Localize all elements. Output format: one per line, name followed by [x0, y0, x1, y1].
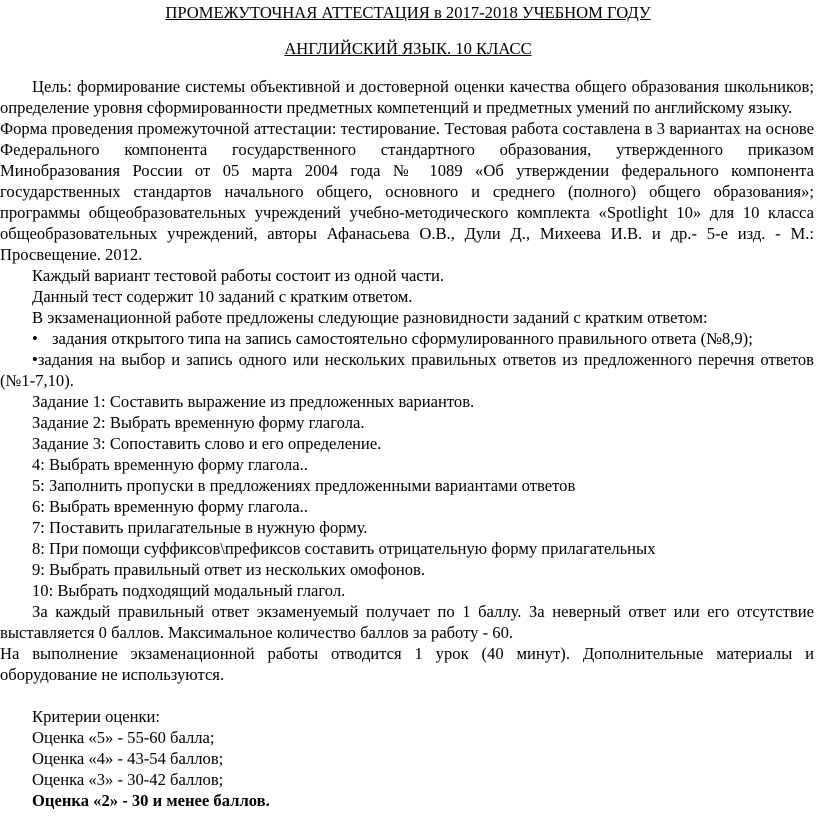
exam-types-line: В экзаменационной работе предложены следующие разновидности заданий с кратким ответом: [32, 308, 708, 327]
task-line: Задание 2: Выбрать временную форму глагола. [32, 413, 365, 432]
bullet-item [0, 349, 814, 391]
bullet-icon: • [32, 329, 38, 348]
document-title: ПРОМЕЖУТОЧНАЯ АТТЕСТАЦИЯ в 2017-2018 УЧЕБНОМ ГОДУ [165, 3, 651, 22]
document-subtitle: АНГЛИЙСКИЙ ЯЗЫК. 10 КЛАСС [284, 39, 532, 58]
goal-paragraph: Цель: формирование системы объективной и достоверной оценки качества общего образования школьников; определение уровня сформированности предметных компетенций и предметных умений по английскому языку. [0, 77, 814, 117]
task-line: 7: Поставить прилагательные в нужную форму. [32, 518, 368, 537]
task-line: 8: При помощи суффиксов\префиксов составить отрицательную форму прилагательных [32, 539, 656, 558]
time-paragraph: На выполнение экзаменационной работы отводится 1 урок (40 минут). Дополнительные материалы и оборудование не используются. [0, 644, 814, 684]
task-line: 9: Выбрать правильный ответ из нескольких омофонов. [32, 560, 426, 579]
scoring-paragraph: За каждый правильный ответ экзаменуемый получает по 1 баллу. За неверный ответ или его отсутствие выставляется 0 баллов. Максимальное количество баллов за работу - 60. [0, 602, 814, 642]
task-line: Задание 3: Сопоставить слово и его определение. [32, 434, 382, 453]
one-part-line: Каждый вариант тестовой работы состоит из одной части. [32, 266, 445, 285]
criteria-title: Критерии оценки: [32, 707, 161, 726]
spacer [0, 685, 814, 706]
bullet-icon: • [32, 350, 38, 369]
task-line: 5: Заполнить пропуски в предложениях предложенными вариантами ответов [32, 476, 576, 495]
bullet-text: задания открытого типа на запись самостоятельно сформулированного правильного ответа (№8,9); [52, 329, 753, 348]
bullet-item [0, 328, 814, 349]
grade-line: Оценка «4» - 43-54 баллов; [32, 749, 224, 768]
task-line: 10: Выбрать подходящий модальный глагол. [32, 581, 346, 600]
bullet-text: задания на выбор и запись одного или нескольких правильных ответов из предложенного перечня ответов (№1-7,10). [0, 350, 814, 390]
form-paragraph: Форма проведения промежуточной аттестации: тестирование. Тестовая работа составлена в 3 вариантах на основе Федерального компонента государственного стандартного образования, утвержденного приказом Минобразования России от 05 марта 2004 года № 1089 «Об утверждении федерального компонента государственных стандартов начального общего, основного и среднего (полного) общего образования»; программы общеобразовательных учреждений учебно-методического комплекта «Spotlight 10» для 10 класса общеобразовательных учреждений, авторы Афанасьева О.В., Дули Д., Михеева И.В. и др.- 5-е изд. - М.: Просвещение. 2012. [0, 119, 814, 264]
document-body [0, 76, 814, 811]
grade-line-last: Оценка «2» - 30 и менее баллов. [32, 791, 270, 810]
task-line: 6: Выбрать временную форму глагола.. [32, 497, 308, 516]
ten-tasks-line: Данный тест содержит 10 заданий с кратким ответом. [32, 287, 413, 306]
grade-line: Оценка «5» - 55-60 балла; [32, 728, 215, 747]
grade-line: Оценка «3» - 30-42 баллов; [32, 770, 224, 789]
task-line: Задание 1: Составить выражение из предложенных вариантов. [32, 392, 475, 411]
task-line: 4: Выбрать временную форму глагола.. [32, 455, 308, 474]
